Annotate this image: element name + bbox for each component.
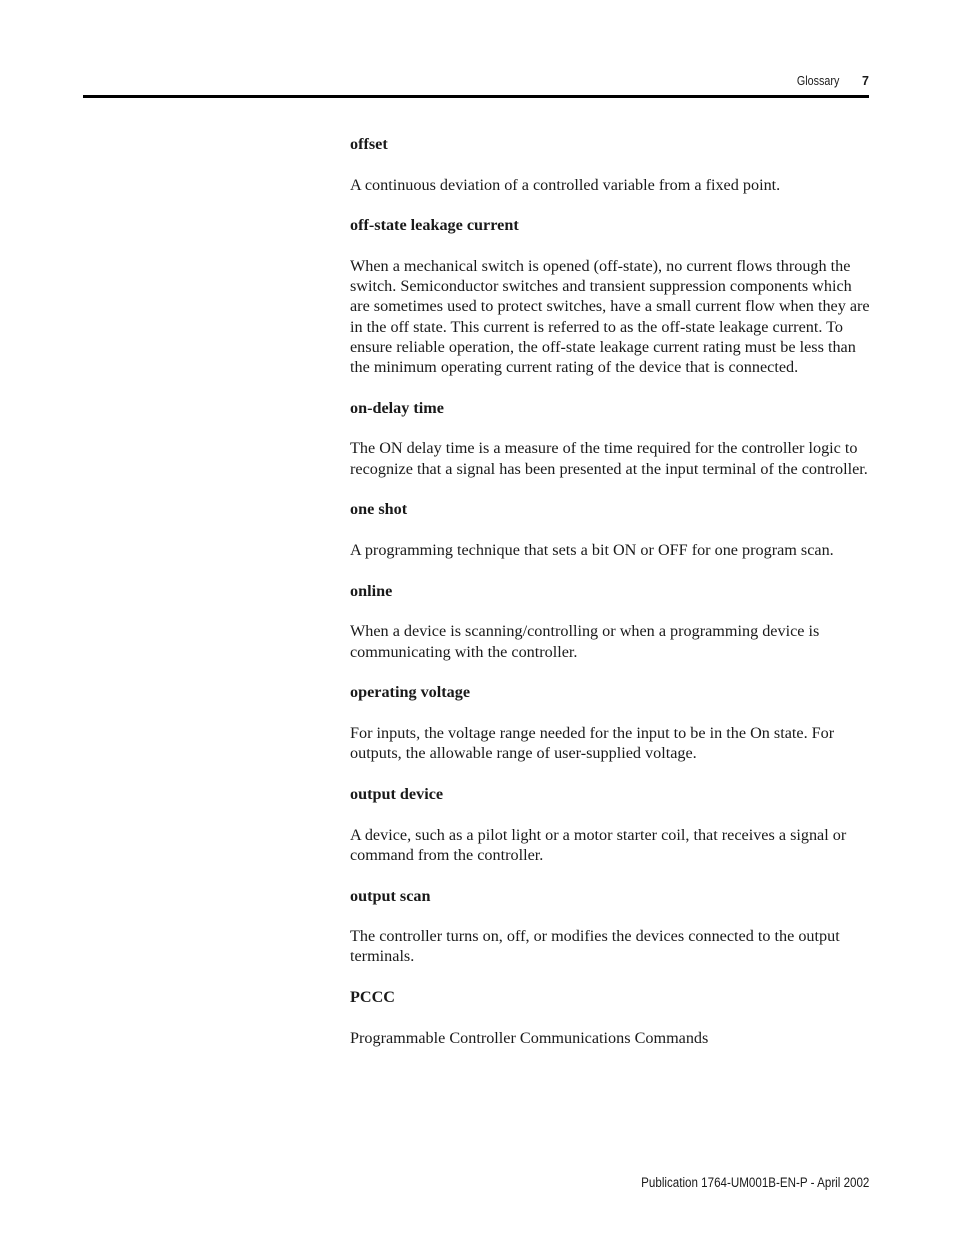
glossary-term: offset xyxy=(350,135,388,153)
glossary-term: output scan xyxy=(350,886,431,905)
glossary-term: one shot xyxy=(350,500,408,519)
glossary-term: on-delay time xyxy=(350,398,444,417)
page-header xyxy=(83,72,869,92)
glossary-entry-on-delay-time xyxy=(350,398,870,479)
glossary-entry-pccc xyxy=(350,987,870,1048)
glossary-definition: A continuous deviation of a controlled variable from a fixed point. xyxy=(350,175,781,194)
glossary-term: online xyxy=(350,581,393,600)
glossary-term: PCCC xyxy=(350,988,395,1007)
glossary-definition: A programming technique that sets a bit ON or OFF for one program scan. xyxy=(350,541,834,560)
glossary-list xyxy=(350,134,870,1069)
glossary-entry-off-state-leakage-current xyxy=(350,215,870,377)
glossary-term: output device xyxy=(350,784,444,803)
glossary-entry-offset xyxy=(350,134,870,195)
glossary-entry-output-scan xyxy=(350,886,870,967)
glossary-definition: When a mechanical switch is opened (off-state), no current flows through the switch. Semiconductor switches and transient suppression components which are sometimes used to protect switches, have a small current flow when they are in the off state. This current is referred to as the off-state leakage current. To ensure reliable operation, the off-state leakage current rating must be less than the minimum operating current rating of the device that is connected. xyxy=(350,257,870,377)
glossary-definition: When a device is scanning/controlling or when a programming device is communicating with the controller. xyxy=(350,622,820,661)
glossary-definition: For inputs, the voltage range needed for the input to be in the On state. For outputs, the allowable range of user-supplied voltage. xyxy=(350,724,835,763)
glossary-definition: The ON delay time is a measure of the time required for the controller logic to recognize that a signal has been presented at the input terminal of the controller. xyxy=(350,439,868,478)
page-number: 7 xyxy=(862,74,869,88)
glossary-entry-output-device xyxy=(350,784,870,865)
glossary-definition: A device, such as a pilot light or a motor starter coil, that receives a signal or command from the controller. xyxy=(350,825,847,864)
glossary-definition: Programmable Controller Communications Commands xyxy=(350,1028,709,1047)
publication-footer: Publication 1764-UM001B-EN-P - April 2002 xyxy=(640,1175,869,1190)
glossary-term: off-state leakage current xyxy=(350,216,519,235)
header-rule xyxy=(83,95,869,98)
glossary-entry-operating-voltage xyxy=(350,682,870,763)
section-title: Glossary xyxy=(796,74,839,88)
glossary-term: operating voltage xyxy=(350,683,471,702)
glossary-entry-one-shot xyxy=(350,499,870,560)
glossary-definition: The controller turns on, off, or modifies the devices connected to the output terminals. xyxy=(350,927,840,966)
glossary-entry-online xyxy=(350,581,870,662)
